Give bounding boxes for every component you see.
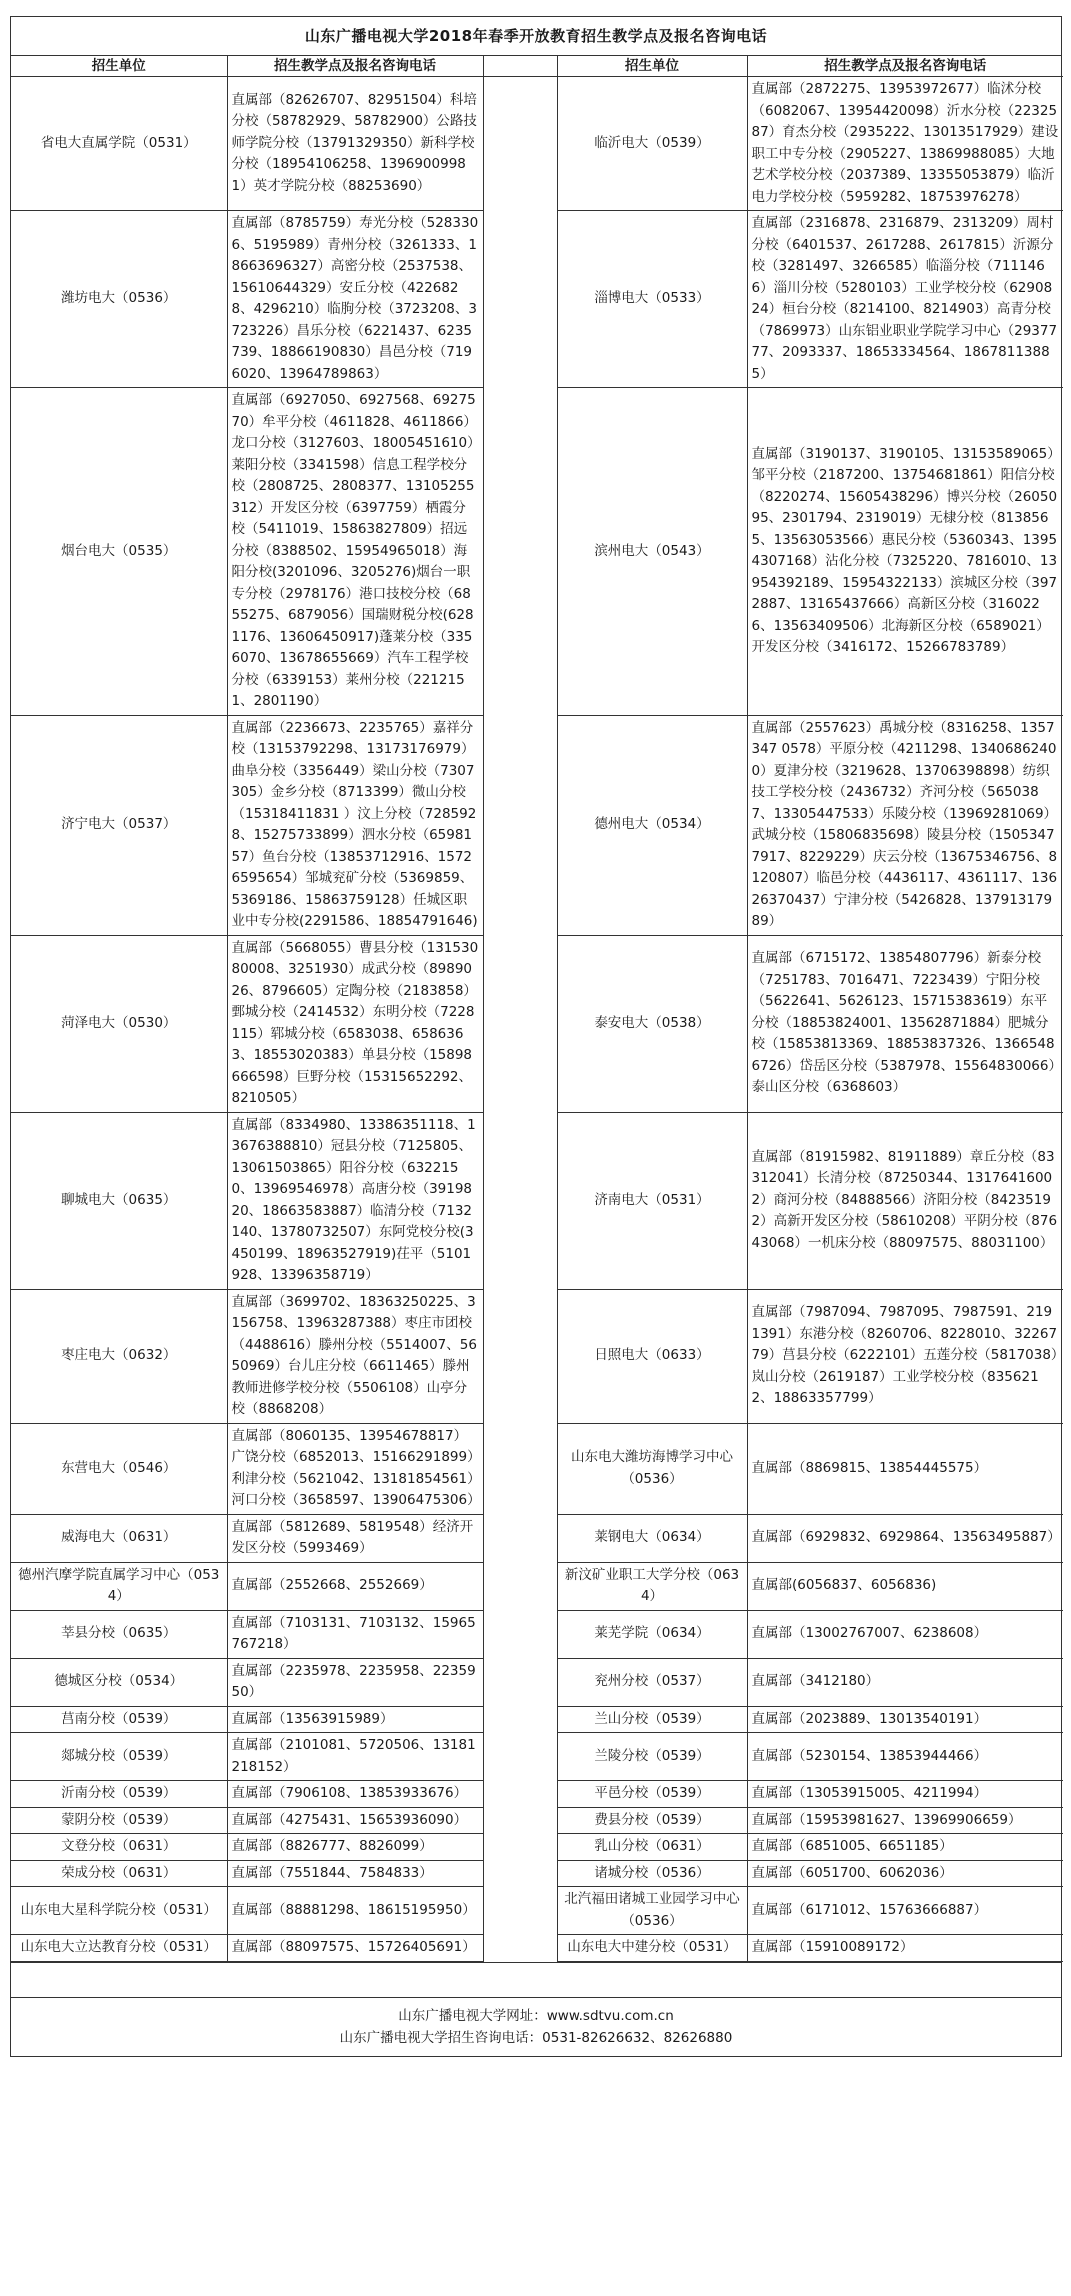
- unit-left: 莒南分校（0539）: [11, 1706, 227, 1733]
- unit-left: 菏泽电大（0530）: [11, 935, 227, 1112]
- info-left: 直属部（4275431、15653936090）: [227, 1807, 483, 1834]
- column-gap: [483, 388, 557, 716]
- info-left: 直属部（88881298、18615195950）: [227, 1887, 483, 1935]
- unit-left: 省电大直属学院（0531）: [11, 77, 227, 211]
- column-gap: [483, 1706, 557, 1733]
- info-left: 直属部（2236673、2235765）嘉祥分校（13153792298、13173176979）曲阜分校（3356449）梁山分校（7307305）金乡分校（8713399）微山分校（15318411831 ）汶上分校（7285928、15275733899）泗水分校（6598157）鱼台分校（13853712916、15726595654）邹城兖矿分校（5369859、5369186、15863759128）任城区职业中专分校(2291586、18854791646): [227, 715, 483, 935]
- info-left: 直属部（88097575、15726405691）: [227, 1935, 483, 1962]
- table-row: [11, 1860, 1063, 1887]
- unit-right: 乳山分校（0631）: [557, 1834, 747, 1861]
- table-row: [11, 1658, 1063, 1706]
- enrollment-table: [11, 56, 1063, 1962]
- table-row: [11, 77, 1063, 211]
- column-gap: [483, 1610, 557, 1658]
- table-row: [11, 1733, 1063, 1781]
- unit-left: 东营电大（0546）: [11, 1423, 227, 1514]
- unit-left: 德城区分校（0534）: [11, 1658, 227, 1706]
- info-left: 直属部（8060135、13954678817）广饶分校（6852013、15166291899）利津分校（5621042、13181854561）河口分校（3658597、13906475306）: [227, 1423, 483, 1514]
- info-left: 直属部（2552668、2552669）: [227, 1562, 483, 1610]
- unit-right: 平邑分校（0539）: [557, 1781, 747, 1808]
- info-left: 直属部（2101081、5720506、13181218152）: [227, 1733, 483, 1781]
- table-row: [11, 1781, 1063, 1808]
- info-right: 直属部（2557623）禹城分校（8316258、1357347 0578）平原分校（4211298、13406862400）夏津分校（3219628、13706398898）纺织技工学校分校（2436732）齐河分校（5650387、13305447533）乐陵分校（13969281069）武城分校（15806835698）陵县分校（15053477917、8229229）庆云分校（13675346756、8120807）临邑分校（4436117、4361117、13626370437）宁津分校（5426828、13791317989）: [747, 715, 1063, 935]
- unit-right: 德州电大（0534）: [557, 715, 747, 935]
- info-right: 直属部（6715172、13854807796）新泰分校（7251783、7016471、7223439）宁阳分校（5622641、5626123、15715383619）东平分校（18853824001、13562871884）肥城分校（15853813369、18853837326、13665486726）岱岳区分校（5387978、15564830066）泰山区分校（6368603）: [747, 935, 1063, 1112]
- unit-right: 莱钢电大（0634）: [557, 1514, 747, 1562]
- column-gap: [483, 56, 557, 77]
- header-unit-left: 招生单位: [11, 56, 227, 77]
- info-right: 直属部(6056837、6056836): [747, 1562, 1063, 1610]
- unit-left: 威海电大（0631）: [11, 1514, 227, 1562]
- info-right: 直属部（2023889、13013540191）: [747, 1706, 1063, 1733]
- unit-left: 山东电大立达教育分校（0531）: [11, 1935, 227, 1962]
- unit-left: 烟台电大（0535）: [11, 388, 227, 716]
- table-row: [11, 1935, 1063, 1962]
- column-gap: [483, 1733, 557, 1781]
- info-right: 直属部（13002767007、6238608）: [747, 1610, 1063, 1658]
- table-row: [11, 1706, 1063, 1733]
- column-gap: [483, 211, 557, 388]
- unit-right: 莱芜学院（0634）: [557, 1610, 747, 1658]
- unit-right: 山东电大潍坊海博学习中心（0536）: [557, 1423, 747, 1514]
- table-row: [11, 1423, 1063, 1514]
- table-row: [11, 1807, 1063, 1834]
- unit-right: 日照电大（0633）: [557, 1289, 747, 1423]
- info-left: 直属部（5668055）曹县分校（13153080008、3251930）成武分校（8989026、8796605）定陶分校（2183858）鄄城分校（2414532）东明分校（7228115）郓城分校（6583038、6586363、18553020383）单县分校（15898666598）巨野分校（15315652292、8210505）: [227, 935, 483, 1112]
- unit-right: 兰陵分校（0539）: [557, 1733, 747, 1781]
- table-row: [11, 1834, 1063, 1861]
- info-right: 直属部（2316878、2316879、2313209）周村分校（6401537、2617288、2617815）沂源分校（3281497、3266585）临淄分校（7111466）淄川分校（5280103）工业学校分校（6290824）桓台分校（8214100、8214903）高青分校（7869973）山东铝业职业学院学习中心（2937777、2093337、18653334564、18678113885）: [747, 211, 1063, 388]
- info-right: 直属部（7987094、7987095、7987591、2191391）东港分校（8260706、8228010、3226779）莒县分校（6222101）五莲分校（5817038）岚山分校（2619187）工业学校分校（8356212、18863357799）: [747, 1289, 1063, 1423]
- unit-left: 莘县分校（0635）: [11, 1610, 227, 1658]
- column-gap: [483, 1935, 557, 1962]
- unit-right: 诸城分校（0536）: [557, 1860, 747, 1887]
- header-row: [11, 56, 1063, 77]
- column-gap: [483, 1887, 557, 1935]
- blank-row: [11, 1962, 1061, 1998]
- info-right: 直属部（3412180）: [747, 1658, 1063, 1706]
- unit-right: 费县分校（0539）: [557, 1807, 747, 1834]
- info-left: 直属部（8826777、8826099）: [227, 1834, 483, 1861]
- unit-left: 济宁电大（0537）: [11, 715, 227, 935]
- info-right: 直属部（8869815、13854445575）: [747, 1423, 1063, 1514]
- unit-left: 枣庄电大（0632）: [11, 1289, 227, 1423]
- info-left: 直属部（7551844、7584833）: [227, 1860, 483, 1887]
- header-info-left: 招生教学点及报名咨询电话: [227, 56, 483, 77]
- enrollment-sheet: [10, 16, 1062, 2057]
- footer-website: 山东广播电视大学网址：www.sdtvu.com.cn: [398, 2007, 674, 2024]
- info-right: 直属部（15910089172）: [747, 1935, 1063, 1962]
- info-left: 直属部（6927050、6927568、6927570）牟平分校（4611828、4611866）龙口分校（3127603、18005451610）莱阳分校（3341598）信息工程学校分校（2808725、2808377、13105255312）开发区分校（6397759）栖霞分校（5411019、15863827809）招远分校（8388502、15954965018）海阳分校(3201096、3205276)烟台一职专分校（2978176）港口技校分校（6855275、6879056）国瑞财税分校(6281176、13606450917)蓬莱分校（3356070、13678655669）汽车工程学校分校（6339153）莱州分校（2212151、2801190）: [227, 388, 483, 716]
- column-gap: [483, 1807, 557, 1834]
- info-left: 直属部（5812689、5819548）经济开发区分校（5993469）: [227, 1514, 483, 1562]
- unit-left: 沂南分校（0539）: [11, 1781, 227, 1808]
- unit-left: 文登分校（0631）: [11, 1834, 227, 1861]
- column-gap: [483, 1834, 557, 1861]
- info-right: 直属部（6171012、15763666887）: [747, 1887, 1063, 1935]
- info-right: 直属部（6051700、6062036）: [747, 1860, 1063, 1887]
- page-title: 山东广播电视大学2018年春季开放教育招生教学点及报名咨询电话: [11, 17, 1061, 56]
- info-left: 直属部（8334980、13386351118、13676388810）冠县分校（7125805、13061503865）阳谷分校（6322150、13969546978）高唐分校（3919820、18663583887）临清分校（7132140、13780732507）东阿党校分校(3450199、18963527919)茌平（5101928、13396358719）: [227, 1112, 483, 1289]
- info-left: 直属部（2235978、2235958、2235950）: [227, 1658, 483, 1706]
- table-row: [11, 211, 1063, 388]
- footer: [11, 1998, 1061, 2056]
- column-gap: [483, 1514, 557, 1562]
- info-right: 直属部（6851005、6651185）: [747, 1834, 1063, 1861]
- info-left: 直属部（8785759）寿光分校（5283306、5195989）青州分校（3261333、18663696327）高密分校（2537538、15610644329）安丘分校（4226828、4296210）临朐分校（3723208、3723226）昌乐分校（6221437、6235739、18866190830）昌邑分校（7196020、13964789863）: [227, 211, 483, 388]
- column-gap: [483, 1112, 557, 1289]
- table-row: [11, 1289, 1063, 1423]
- table-row: [11, 1887, 1063, 1935]
- unit-left: 蒙阴分校（0539）: [11, 1807, 227, 1834]
- column-gap: [483, 77, 557, 211]
- column-gap: [483, 1423, 557, 1514]
- column-gap: [483, 715, 557, 935]
- unit-left: 潍坊电大（0536）: [11, 211, 227, 388]
- info-right: 直属部（13053915005、4211994）: [747, 1781, 1063, 1808]
- unit-right: 滨州电大（0543）: [557, 388, 747, 716]
- unit-left: 荣成分校（0631）: [11, 1860, 227, 1887]
- unit-left: 聊城电大（0635）: [11, 1112, 227, 1289]
- info-left: 直属部（3699702、18363250225、3156758、13963287388）枣庄市团校（4488616）滕州分校（5514007、5650969）台儿庄分校（6611465）滕州教师进修学校分校（5506108）山亭分校（8868208）: [227, 1289, 483, 1423]
- unit-left: 德州汽摩学院直属学习中心（0534）: [11, 1562, 227, 1610]
- unit-right: 山东电大中建分校（0531）: [557, 1935, 747, 1962]
- footer-phone: 山东广播电视大学招生咨询电话：0531-82626632、82626880: [339, 2029, 733, 2046]
- column-gap: [483, 1658, 557, 1706]
- table-row: [11, 1562, 1063, 1610]
- unit-right: 泰安电大（0538）: [557, 935, 747, 1112]
- unit-right: 兰山分校（0539）: [557, 1706, 747, 1733]
- info-right: 直属部（15953981627、13969906659）: [747, 1807, 1063, 1834]
- unit-right: 新汶矿业职工大学分校（0634）: [557, 1562, 747, 1610]
- column-gap: [483, 1860, 557, 1887]
- info-left: 直属部（82626707、82951504）科培分校（58782929、58782900）公路技师学院分校（13791329350）新科学校分校（18954106258、13969009981）英才学院分校（88253690）: [227, 77, 483, 211]
- info-right: 直属部（5230154、13853944466）: [747, 1733, 1063, 1781]
- column-gap: [483, 1781, 557, 1808]
- table-body: [11, 77, 1063, 1962]
- header-unit-right: 招生单位: [557, 56, 747, 77]
- table-row: [11, 388, 1063, 716]
- unit-right: 淄博电大（0533）: [557, 211, 747, 388]
- info-left: 直属部（13563915989）: [227, 1706, 483, 1733]
- info-left: 直属部（7906108、13853933676）: [227, 1781, 483, 1808]
- unit-left: 山东电大星科学院分校（0531）: [11, 1887, 227, 1935]
- unit-right: 临沂电大（0539）: [557, 77, 747, 211]
- column-gap: [483, 935, 557, 1112]
- unit-right: 济南电大（0531）: [557, 1112, 747, 1289]
- column-gap: [483, 1289, 557, 1423]
- table-row: [11, 1514, 1063, 1562]
- unit-right: 北汽福田诸城工业园学习中心（0536）: [557, 1887, 747, 1935]
- table-row: [11, 715, 1063, 935]
- table-row: [11, 935, 1063, 1112]
- info-right: 直属部（3190137、3190105、13153589065）邹平分校（2187200、13754681861）阳信分校（8220274、15605438296）博兴分校（2605095、2301794、2319019）无棣分校（8138565、13563053566）惠民分校（5360343、13954307168）沾化分校（7325220、7816010、13954392189、15954322133）滨城区分校（3972887、13165437666）高新区分校（3160226、13563409506）北海新区分校（6589021）开发区分校（3416172、15266783789）: [747, 388, 1063, 716]
- unit-right: 兖州分校（0537）: [557, 1658, 747, 1706]
- header-info-right: 招生教学点及报名咨询电话: [747, 56, 1063, 77]
- info-right: 直属部（6929832、6929864、13563495887）: [747, 1514, 1063, 1562]
- info-right: 直属部（2872275、13953972677）临沭分校（6082067、13954420098）沂水分校（2232587）育杰分校（2935222、13013517929）建设职工中专分校（2905227、13869988085）大地艺术学校分校（2037389、13355053879）临沂电力学校分校（5959282、18753976278）: [747, 77, 1063, 211]
- info-left: 直属部（7103131、7103132、15965767218）: [227, 1610, 483, 1658]
- unit-left: 郯城分校（0539）: [11, 1733, 227, 1781]
- table-row: [11, 1610, 1063, 1658]
- table-row: [11, 1112, 1063, 1289]
- column-gap: [483, 1562, 557, 1610]
- info-right: 直属部（81915982、81911889）章丘分校（83312041）长清分校（87250344、13176416002）商河分校（84888566）济阳分校（84235192）高新开发区分校（58610208）平阴分校（87643068）一机床分校（88097575、88031100）: [747, 1112, 1063, 1289]
